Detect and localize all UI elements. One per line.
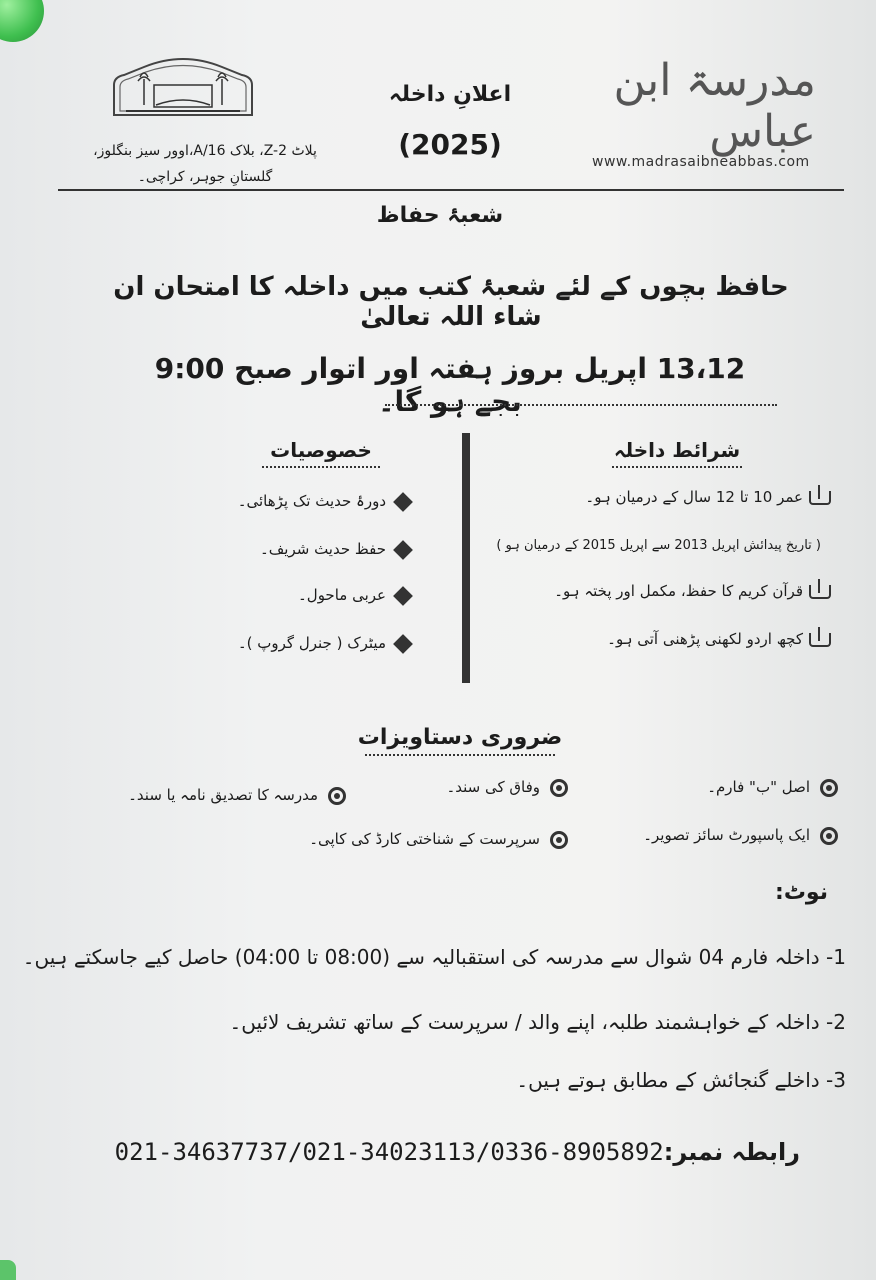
feature-item: عربی ماحول۔: [298, 586, 410, 604]
document-item: مدرسہ کا تصدیق نامہ یا سند۔: [128, 786, 346, 805]
condition-item: کچھ اردو لکھنی پڑھنی آتی ہو۔: [607, 630, 831, 648]
circle-bullet-icon: [820, 779, 838, 797]
note-item: 2- داخلہ کے خواہشمند طلبہ، اپنے والد / سرپرست کے ساتھ تشریف لائیں۔: [229, 1010, 846, 1034]
notes-title: نوٹ:: [775, 880, 828, 905]
note-item: 3- داخلے گنجائش کے مطابق ہوتے ہیں۔: [516, 1068, 846, 1092]
feature-item: میٹرک ( جنرل گروپ )۔: [238, 634, 410, 652]
heading-underline: [365, 754, 555, 756]
heading-underline: [262, 466, 380, 468]
circle-bullet-icon: [328, 787, 346, 805]
address: [60, 138, 350, 190]
diamond-bullet-icon: [393, 586, 413, 606]
contact-numbers: 021-34637737/021-34023113/0336-8905892: [114, 1138, 664, 1166]
madrasa-emblem-icon: [104, 55, 262, 125]
intro-line-1: حافظ بچوں کے لئے شعبۂ کتب میں داخلہ کا امتحان ان شاء اللہ تعالیٰ: [113, 272, 789, 332]
features-title: خصوصیات: [270, 438, 372, 462]
diamond-bullet-icon: [393, 492, 413, 512]
address-line: گلستانِ جوہر، کراچی۔: [137, 169, 273, 185]
book-icon: [809, 633, 831, 647]
heading-underline: [612, 466, 742, 468]
announcement-title: اعلانِ داخلہ: [388, 82, 512, 107]
condition-item: ( تاریخ پیدائش اپریل 2013 سے اپریل 2015 کے درمیان ہو ): [496, 538, 821, 553]
announcement-year: (2025): [398, 128, 502, 161]
feature-item: حفظ حدیث شریف۔: [260, 540, 410, 558]
date-underline: [385, 404, 777, 406]
diamond-bullet-icon: [393, 634, 413, 654]
documents-title: ضروری دستاویزات: [357, 725, 563, 750]
diamond-bullet-icon: [393, 540, 413, 560]
book-icon: [809, 491, 831, 505]
green-pushpin-icon: [0, 0, 44, 42]
intro-line-2: 13،12 اپریل بروز ہفتہ اور اتوار صبح 9:00 بجے ہو گا۔: [154, 352, 746, 418]
website-url: www.madrasaibneabbas.com: [592, 154, 810, 170]
conditions-heading: [612, 438, 742, 468]
condition-item: قرآن کریم کا حفظ، مکمل اور پختہ ہو۔: [554, 582, 831, 600]
section-title: شعبۂ حفاظ: [376, 203, 504, 228]
madrasa-name-logo: مدرسۃ ابن عباس: [613, 55, 816, 157]
green-pushpin-icon: [0, 1260, 16, 1280]
document-item: وفاق کی سند۔: [446, 778, 568, 797]
circle-bullet-icon: [550, 779, 568, 797]
condition-item: عمر 10 تا 12 سال کے درمیان ہو۔: [585, 488, 831, 506]
contact-line: [114, 1138, 800, 1166]
book-icon: [809, 585, 831, 599]
conditions-title: شرائط داخلہ: [613, 438, 741, 462]
contact-label: رابطہ نمبر:: [663, 1138, 800, 1166]
address-line: پلاٹ Z-2، بلاک A/16،اوور سیز بنگلوز،: [93, 143, 317, 159]
document-item: اصل "ب" فارم۔: [707, 778, 838, 797]
circle-bullet-icon: [550, 831, 568, 849]
documents-heading: [340, 725, 580, 756]
features-heading: [262, 438, 380, 468]
document-item: ایک پاسپورٹ سائز تصویر۔: [643, 826, 838, 845]
circle-bullet-icon: [820, 827, 838, 845]
column-divider: [462, 433, 470, 683]
header-divider: [58, 189, 844, 191]
document-item: سرپرست کے شناختی کارڈ کی کاپی۔: [309, 830, 568, 849]
feature-item: دورۂ حدیث تک پڑھائی۔: [238, 492, 410, 510]
note-item: 1- داخلہ فارم 04 شوال سے مدرسہ کی استقبالیہ سے (08:00 تا 04:00) حاصل کیے جاسکتے ہیں۔: [22, 945, 846, 969]
